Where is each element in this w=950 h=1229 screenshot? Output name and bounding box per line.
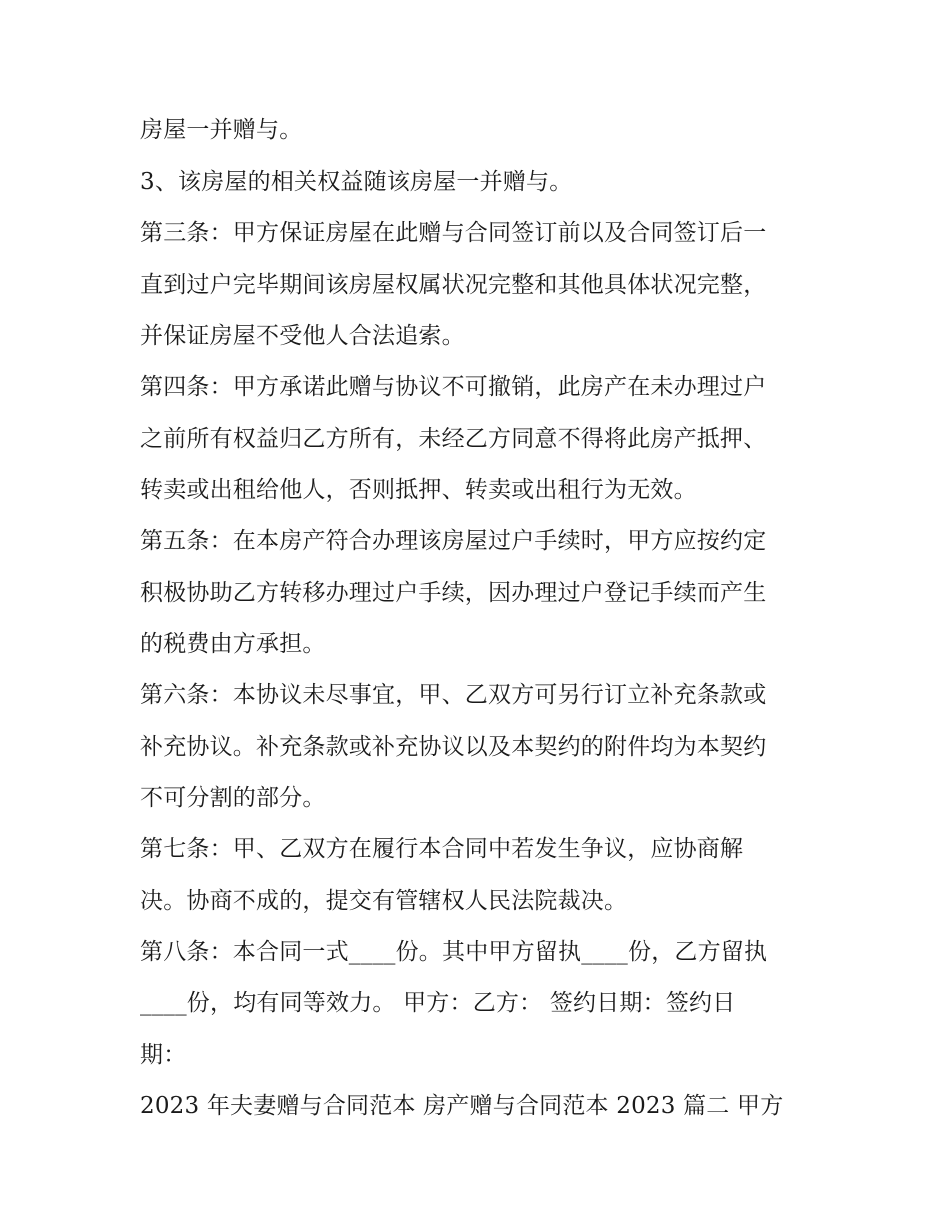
text-line: 并保证房屋不受他人合法追索。: [140, 323, 465, 349]
text-line: 直到过户完毕期间该房屋权属状况完整和其他具体状况完整，: [140, 272, 767, 298]
text-line: 第五条：在本房产符合办理该房屋过户手续时，甲方应按约定: [140, 528, 767, 554]
text-line: 第四条：甲方承诺此赠与协议不可撤销，此房产在未办理过户: [140, 374, 767, 400]
text-line: 房屋一并赠与。: [140, 117, 303, 143]
text-line: 转卖或出租给他人，否则抵押、转卖或出租行为无效。: [140, 477, 697, 503]
text-line: 积极协助乙方转移办理过户手续，因办理过户登记手续而产生: [140, 580, 767, 606]
text-line: 决。协商不成的，提交有管辖权人民法院裁决。: [140, 888, 628, 914]
text-line: 之前所有权益归乙方所有，未经乙方同意不得将此房产抵押、: [140, 426, 767, 452]
text-line: 的税费由方承担。: [140, 631, 326, 657]
text-line: 第七条：甲、乙双方在履行本合同中若发生争议，应协商解: [140, 836, 744, 862]
text-line: 2023 年夫妻赠与合同范本 房产赠与合同范本 2023 篇二 甲方: [140, 1093, 784, 1119]
text-line: 补充协议。补充条款或补充协议以及本契约的附件均为本契约: [140, 734, 767, 760]
text-line: 第八条：本合同一式____份。其中甲方留执____份，乙方留执: [140, 939, 768, 965]
text-line: 不可分割的部分。: [140, 785, 326, 811]
text-line: 第六条：本协议未尽事宜，甲、乙双方可另行订立补充条款或: [140, 682, 767, 708]
text-line: 3、该房屋的相关权益随该房屋一并赠与。: [140, 169, 573, 195]
text-line: ____份，均有同等效力。 甲方：乙方： 签约日期：签约日: [140, 990, 736, 1016]
text-line: 第三条：甲方保证房屋在此赠与合同签订前以及合同签订后一: [140, 220, 767, 246]
text-line: 期：: [140, 1042, 187, 1068]
